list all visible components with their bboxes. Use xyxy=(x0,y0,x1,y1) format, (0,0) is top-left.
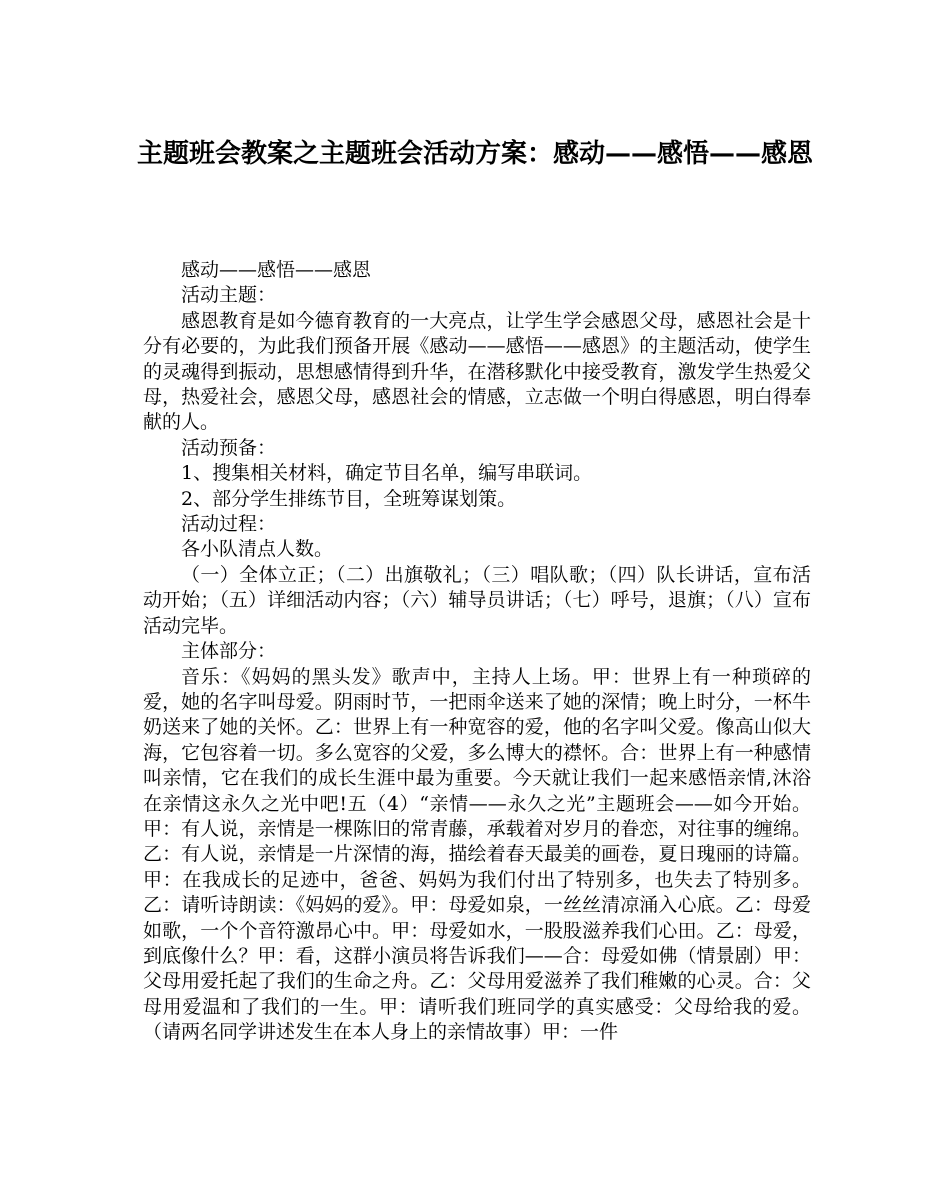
paragraph-activity-theme-label: 活动主题： xyxy=(181,284,277,307)
document-title: 主题班会教案之主题班会活动方案：感动——感悟——感恩 xyxy=(136,139,813,169)
paragraph-main-part-label: 主体部分： xyxy=(181,640,277,663)
paragraph-activity-theme: 感恩教育是如今德育教育的一大亮点，让学生学会感恩父母，感恩社会是十分有必要的，为此我们预备开展《感动——感悟——感恩》的主题活动，使学生的灵魂得到振动，思想感情得到升华，在潜移默化中接受教育，激发学生热爱父母，热爱社会，感恩父母，感恩社会的情感，立志做一个明白得感恩，明白得奉献的人。 xyxy=(143,309,811,434)
paragraph-process-label: 活动过程： xyxy=(181,513,277,536)
paragraph-heading: 感动——感悟——感恩 xyxy=(181,259,372,281)
paragraph-preparation-item-2: 2、部分学生排练节目，全班筹谋划策。 xyxy=(181,487,517,510)
paragraph-procedure: （一）全体立正；（二）出旗敬礼；（三）唱队歌；（四）队长讲话，宣布活动开始；（五）详细活动内容；（六）辅导员讲话；（七）呼号，退旗；（八）宣布活动完毕。 xyxy=(143,563,811,637)
paragraph-preparation-label: 活动预备： xyxy=(181,436,277,459)
paragraph-preparation-item-1: 1、搜集相关材料，确定节目名单，编写串联词。 xyxy=(181,462,593,485)
document-body xyxy=(143,258,811,1046)
paragraph-main-part: 音乐：《妈妈的黑头发》歌声中，主持人上场。甲：世界上有一种琐碎的爱，她的名字叫母爱。阴雨时节，一把雨伞送来了她的深情；晚上时分，一杯牛奶送来了她的关怀。乙：世界上有一种宽容的爱，他的名字叫父爱。像高山似大海，它包容着一切。多么宽容的父爱，多么博大的襟怀。合：世界上有一种感情叫亲情，它在我们的成长生涯中最为重要。今天就让我们一起来感悟亲情,沐浴在亲情这永久之光中吧!五（4）“亲情——永久之光”主题班会——如今开始。甲：有人说，亲情是一棵陈旧的常青藤，承载着对岁月的眷恋，对往事的缠绵。乙：有人说，亲情是一片深情的海，描绘着春天最美的画卷，夏日瑰丽的诗篇。甲：在我成长的足迹中，爸爸、妈妈为我们付出了特别多，也失去了特别多。乙：请听诗朗读：《妈妈的爱》。甲：母爱如泉，一丝丝清凉涌入心底。乙：母爱如歌，一个个音符激昂心中。甲：母爱如水，一股股滋养我们心田。乙：母爱，到底像什么？甲：看，这群小演员将告诉我们——合：母爱如佛（情景剧）甲：父母用爱托起了我们的生命之舟。乙：父母用爱滋养了我们稚嫩的心灵。合：父母用爱温和了我们的一生。甲：请听我们班同学的真实感受：父母给我的爱。（请两名同学讲述发生在本人身上的亲情故事）甲：一件 xyxy=(143,665,811,1044)
paragraph-roll-call: 各小队清点人数。 xyxy=(181,538,334,561)
